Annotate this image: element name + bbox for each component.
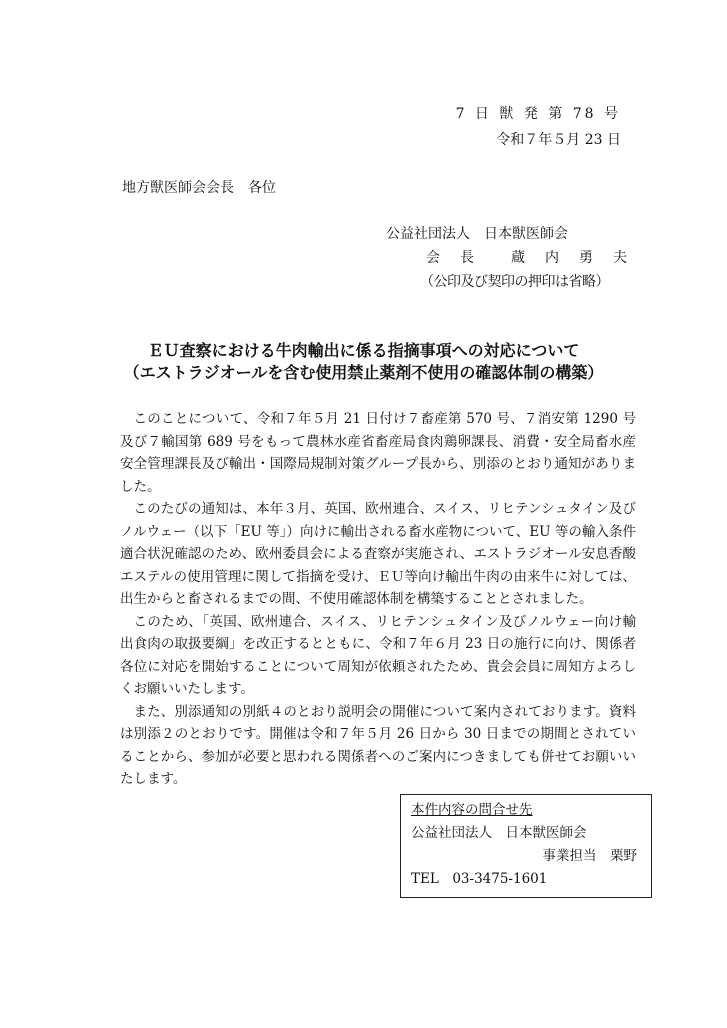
- recipient-line: 地方獣医師会会長 各位: [122, 180, 276, 196]
- document-date: 令和７年５月 23 日: [496, 132, 621, 148]
- body-paragraph-2: このたびの通知は、本年３月、英国、欧州連合、スイス、リヒテンシュタイン及びノルウェー（以下「EU 等」）向けに輸出される畜水産物について、EU 等の輸入条件適合状況確認のため、欧州委員会による査察が実施され、エストラジオール安息香酸エステルの使用管理に関して指摘を受け、ＥＵ等向け輸出牛肉の由来牛に対しては、出生からと畜されるまでの間、不使用確認体制を構築することとされました。: [120, 501, 636, 607]
- title-line-1: ＥＵ査察における牛肉輸出に係る指摘事項への対応について: [147, 341, 580, 360]
- contact-box: [400, 794, 652, 898]
- sender-representative: 会 長 蔵 内 勇 夫: [426, 250, 630, 266]
- sender-organization: 公益社団法人 日本獣医師会: [386, 226, 568, 242]
- body-paragraph-1: このことについて、令和７年５月 21 日付け７畜産第 570 号、７消安第 1290 号及び７輸国第 689 号をもって農林水産省畜産局食肉鶏卵課長、消費・安全局畜水産安全管理課長及び輸出・国際局規制対策グループ長から、別添のとおり通知がありました。: [120, 411, 636, 495]
- document-title: [60, 340, 667, 384]
- contact-phone: TEL 03-3475-1601: [411, 871, 548, 887]
- sender-block: [386, 222, 630, 294]
- contact-heading: 本件内容の問合せ先: [411, 802, 533, 818]
- seal-note: （公印及び契印の押印は省略）: [420, 274, 609, 290]
- contact-organization: 公益社団法人 日本獣医師会: [411, 825, 587, 841]
- body-paragraph-4: また、別添通知の別紙４のとおり説明会の開催について案内されております。資料は別添２のとおりです。開催は令和７年５月 26 日から 30 日までの期間とされていることから、参加が必要と思われる関係者へのご案内につきましても併せてお願いいたします。: [120, 703, 636, 787]
- document-body: [120, 408, 636, 791]
- body-paragraph-3: このため、「英国、欧州連合、スイス、リヒテンシュタイン及びノルウェー向け輸出食肉の取扱要綱」を改正するとともに、令和７年６月 23 日の施行に向け、関係者各位に対応を開始することについて周知が依頼されたため、貴会会員に周知方よろしくお願いいたします。: [120, 613, 636, 697]
- document-number: 7 日 獣 発 第 78 号: [455, 106, 621, 122]
- title-line-2: （エストラジオールを含む使用禁止薬剤不使用の確認体制の構築）: [123, 363, 604, 382]
- contact-person: 事業担当 栗野: [542, 848, 637, 864]
